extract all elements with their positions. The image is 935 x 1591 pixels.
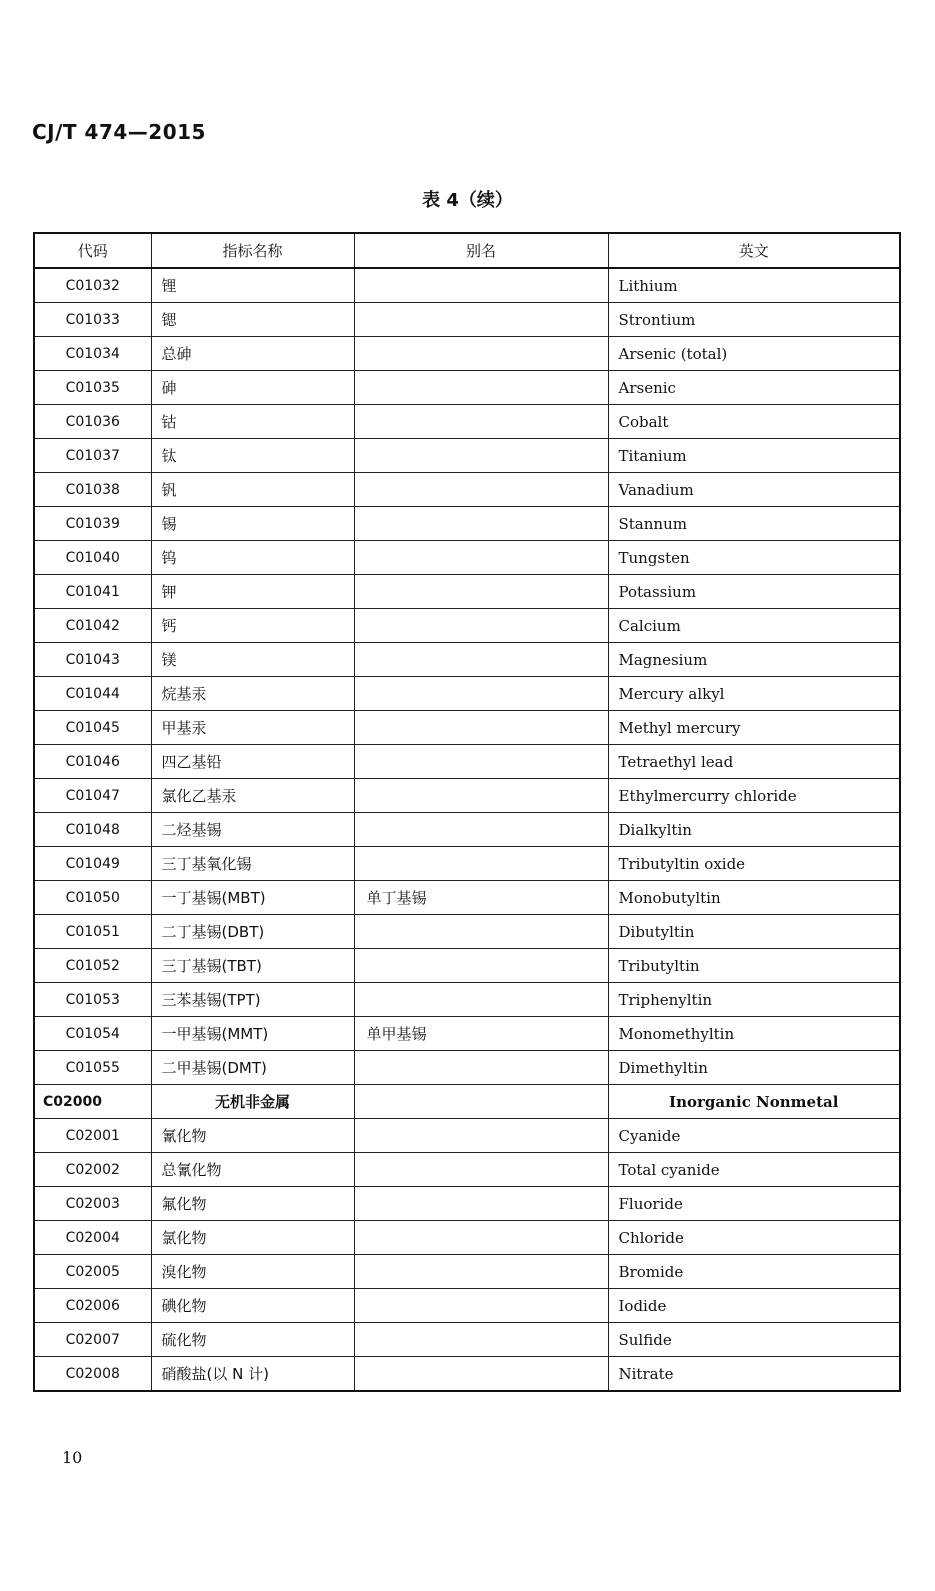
cell-alias: [354, 1051, 608, 1085]
table-row: [34, 575, 900, 609]
table-row: [34, 1051, 900, 1085]
table-category-row: [34, 1085, 900, 1119]
cell-indicator-name: 甲基汞: [151, 711, 354, 745]
cell-alias: [354, 745, 608, 779]
cell-alias: [354, 915, 608, 949]
cell-indicator-name: 氯化物: [151, 1221, 354, 1255]
cell-english-name: Tributyltin oxide: [608, 847, 900, 881]
table-row: [34, 779, 900, 813]
cell-code: C02006: [34, 1289, 151, 1323]
cell-alias: [354, 575, 608, 609]
cell-alias: [354, 1221, 608, 1255]
cell-indicator-name: 碘化物: [151, 1289, 354, 1323]
cell-code: C01052: [34, 949, 151, 983]
cell-english-name: Chloride: [608, 1221, 900, 1255]
cell-alias: [354, 1085, 608, 1119]
cell-indicator-name: 硝酸盐(以 N 计): [151, 1357, 354, 1392]
cell-indicator-name: 二丁基锡(DBT): [151, 915, 354, 949]
table-row: [34, 813, 900, 847]
table-row: [34, 745, 900, 779]
table-body: [34, 268, 900, 1391]
table-row: [34, 371, 900, 405]
cell-indicator-name: 氟化物: [151, 1187, 354, 1221]
cell-alias: [354, 1153, 608, 1187]
cell-english-name: Titanium: [608, 439, 900, 473]
table-row: [34, 541, 900, 575]
cell-english-name: Tetraethyl lead: [608, 745, 900, 779]
cell-indicator-name: 三苯基锡(TPT): [151, 983, 354, 1017]
cell-indicator-name: 无机非金属: [151, 1085, 354, 1119]
cell-english-name: Iodide: [608, 1289, 900, 1323]
table-row: [34, 507, 900, 541]
cell-indicator-name: 硫化物: [151, 1323, 354, 1357]
cell-alias: [354, 473, 608, 507]
cell-code: C02001: [34, 1119, 151, 1153]
cell-alias: [354, 1187, 608, 1221]
header-alias: 别名: [354, 233, 608, 268]
cell-indicator-name: 钨: [151, 541, 354, 575]
cell-alias: [354, 677, 608, 711]
cell-english-name: Dimethyltin: [608, 1051, 900, 1085]
header-code: 代码: [34, 233, 151, 268]
cell-english-name: Stannum: [608, 507, 900, 541]
indicator-table: [33, 232, 901, 1392]
cell-indicator-name: 三丁基氧化锡: [151, 847, 354, 881]
table-row: [34, 983, 900, 1017]
cell-code: C01053: [34, 983, 151, 1017]
cell-english-name: Potassium: [608, 575, 900, 609]
cell-indicator-name: 钛: [151, 439, 354, 473]
cell-english-name: Total cyanide: [608, 1153, 900, 1187]
cell-alias: [354, 303, 608, 337]
cell-english-name: Bromide: [608, 1255, 900, 1289]
table-row: [34, 268, 900, 303]
cell-alias: [354, 813, 608, 847]
table-row: [34, 1357, 900, 1392]
table-row: [34, 1187, 900, 1221]
table-row: [34, 439, 900, 473]
cell-code: C02008: [34, 1357, 151, 1392]
cell-code: C02005: [34, 1255, 151, 1289]
cell-code: C02000: [34, 1085, 151, 1119]
cell-english-name: Magnesium: [608, 643, 900, 677]
cell-indicator-name: 溴化物: [151, 1255, 354, 1289]
standard-code: CJ/T 474—2015: [32, 120, 206, 144]
cell-alias: [354, 405, 608, 439]
cell-code: C01040: [34, 541, 151, 575]
cell-indicator-name: 镁: [151, 643, 354, 677]
cell-code: C01041: [34, 575, 151, 609]
cell-english-name: Tributyltin: [608, 949, 900, 983]
cell-english-name: Calcium: [608, 609, 900, 643]
cell-alias: [354, 609, 608, 643]
cell-alias: [354, 268, 608, 303]
cell-indicator-name: 锡: [151, 507, 354, 541]
cell-alias: [354, 949, 608, 983]
table-row: [34, 1119, 900, 1153]
cell-english-name: Monomethyltin: [608, 1017, 900, 1051]
cell-indicator-name: 钴: [151, 405, 354, 439]
cell-indicator-name: 烷基汞: [151, 677, 354, 711]
table-row: [34, 949, 900, 983]
table-row: [34, 677, 900, 711]
cell-alias: [354, 1255, 608, 1289]
cell-indicator-name: 锂: [151, 268, 354, 303]
cell-english-name: Vanadium: [608, 473, 900, 507]
cell-alias: 单丁基锡: [354, 881, 608, 915]
table-row: [34, 643, 900, 677]
cell-english-name: Monobutyltin: [608, 881, 900, 915]
cell-indicator-name: 锶: [151, 303, 354, 337]
cell-indicator-name: 一丁基锡(MBT): [151, 881, 354, 915]
cell-english-name: Nitrate: [608, 1357, 900, 1392]
table-caption: 表 4（续）: [422, 190, 513, 211]
cell-code: C02004: [34, 1221, 151, 1255]
cell-code: C01033: [34, 303, 151, 337]
header-name: 指标名称: [151, 233, 354, 268]
cell-code: C02002: [34, 1153, 151, 1187]
table-row: [34, 303, 900, 337]
cell-code: C01047: [34, 779, 151, 813]
table-row: [34, 1221, 900, 1255]
cell-alias: [354, 541, 608, 575]
cell-indicator-name: 三丁基锡(TBT): [151, 949, 354, 983]
cell-english-name: Cyanide: [608, 1119, 900, 1153]
cell-code: C01044: [34, 677, 151, 711]
cell-code: C01049: [34, 847, 151, 881]
table-row: [34, 881, 900, 915]
cell-code: C02003: [34, 1187, 151, 1221]
indicator-table-container: [33, 232, 899, 1392]
table-row: [34, 405, 900, 439]
cell-indicator-name: 砷: [151, 371, 354, 405]
cell-indicator-name: 二烃基锡: [151, 813, 354, 847]
cell-english-name: Dialkyltin: [608, 813, 900, 847]
cell-alias: [354, 1289, 608, 1323]
cell-code: C01032: [34, 268, 151, 303]
table-row: [34, 915, 900, 949]
cell-indicator-name: 四乙基铅: [151, 745, 354, 779]
cell-alias: [354, 439, 608, 473]
cell-alias: [354, 983, 608, 1017]
cell-alias: [354, 371, 608, 405]
cell-alias: [354, 337, 608, 371]
cell-code: C01055: [34, 1051, 151, 1085]
cell-english-name: Cobalt: [608, 405, 900, 439]
cell-code: C01034: [34, 337, 151, 371]
cell-alias: [354, 643, 608, 677]
cell-english-name: Triphenyltin: [608, 983, 900, 1017]
header-english: 英文: [608, 233, 900, 268]
cell-english-name: Arsenic (total): [608, 337, 900, 371]
cell-code: C01037: [34, 439, 151, 473]
cell-code: C01046: [34, 745, 151, 779]
cell-code: C01042: [34, 609, 151, 643]
cell-alias: [354, 1357, 608, 1392]
page-number: 10: [62, 1448, 83, 1467]
cell-code: C01036: [34, 405, 151, 439]
cell-indicator-name: 氰化物: [151, 1119, 354, 1153]
cell-alias: [354, 507, 608, 541]
cell-code: C01039: [34, 507, 151, 541]
cell-code: C01045: [34, 711, 151, 745]
cell-english-name: Mercury alkyl: [608, 677, 900, 711]
cell-english-name: Strontium: [608, 303, 900, 337]
cell-indicator-name: 氯化乙基汞: [151, 779, 354, 813]
cell-code: C01035: [34, 371, 151, 405]
table-row: [34, 1289, 900, 1323]
cell-alias: [354, 1119, 608, 1153]
cell-indicator-name: 钒: [151, 473, 354, 507]
cell-indicator-name: 总砷: [151, 337, 354, 371]
cell-alias: [354, 1323, 608, 1357]
cell-code: C01038: [34, 473, 151, 507]
cell-english-name: Sulfide: [608, 1323, 900, 1357]
cell-code: C02007: [34, 1323, 151, 1357]
table-row: [34, 1153, 900, 1187]
table-row: [34, 711, 900, 745]
cell-indicator-name: 钙: [151, 609, 354, 643]
table-row: [34, 473, 900, 507]
table-row: [34, 337, 900, 371]
cell-indicator-name: 钾: [151, 575, 354, 609]
cell-code: C01054: [34, 1017, 151, 1051]
cell-alias: 单甲基锡: [354, 1017, 608, 1051]
cell-english-name: Arsenic: [608, 371, 900, 405]
cell-indicator-name: 一甲基锡(MMT): [151, 1017, 354, 1051]
table-row: [34, 847, 900, 881]
cell-alias: [354, 779, 608, 813]
cell-english-name: Fluoride: [608, 1187, 900, 1221]
cell-english-name: Tungsten: [608, 541, 900, 575]
cell-alias: [354, 711, 608, 745]
cell-code: C01048: [34, 813, 151, 847]
table-row: [34, 609, 900, 643]
cell-english-name: Ethylmercurry chloride: [608, 779, 900, 813]
cell-english-name: Inorganic Nonmetal: [608, 1085, 900, 1119]
cell-indicator-name: 二甲基锡(DMT): [151, 1051, 354, 1085]
cell-english-name: Lithium: [608, 268, 900, 303]
cell-alias: [354, 847, 608, 881]
table-row: [34, 1017, 900, 1051]
cell-english-name: Methyl mercury: [608, 711, 900, 745]
table-row: [34, 1255, 900, 1289]
cell-code: C01043: [34, 643, 151, 677]
table-header-row: [34, 233, 900, 268]
cell-english-name: Dibutyltin: [608, 915, 900, 949]
table-row: [34, 1323, 900, 1357]
cell-indicator-name: 总氰化物: [151, 1153, 354, 1187]
cell-code: C01051: [34, 915, 151, 949]
cell-code: C01050: [34, 881, 151, 915]
